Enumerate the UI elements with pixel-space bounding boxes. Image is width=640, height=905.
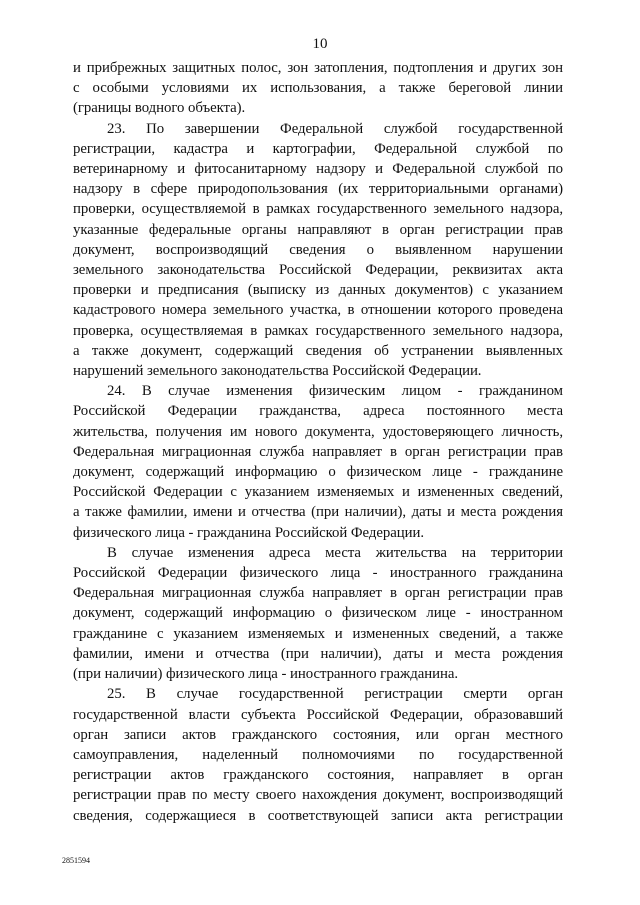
- text-line: а также фамилии, имени и отчества (при наличии), даты и места рождения: [73, 504, 563, 521]
- text-line: самоуправления, наделенный полномочиями по государственной: [73, 746, 563, 763]
- text-line: надзору в сфере природопользования (их территориальными органами): [73, 181, 563, 198]
- paragraph: [73, 381, 563, 543]
- text-line: 23. По завершении Федеральной службой государственной: [107, 120, 563, 137]
- text-line: а также документ, содержащий сведения об устранении выявленных: [73, 342, 563, 359]
- text-line: ветеринарному и фитосанитарному надзору и Федеральной службой по: [73, 161, 563, 178]
- text-line: регистрации, кадастра и картографии, Федеральной службой по: [73, 140, 563, 157]
- text-line: гражданине с указанием изменяемых и измененных сведений, а также: [73, 625, 563, 642]
- document-code: 2851594: [62, 856, 90, 865]
- text-line: 24. В случае изменения физическим лицом - гражданином: [107, 383, 563, 400]
- text-line: регистрации прав по месту своего нахождения документ, воспроизводящий: [73, 787, 563, 804]
- text-line: Федеральная миграционная служба направляет в орган регистрации прав: [73, 585, 563, 602]
- page-number: 10: [312, 36, 328, 52]
- document-body: [73, 58, 563, 826]
- text-line: документ, содержащий информацию о физическом лице - иностранном: [73, 605, 563, 622]
- text-line: Российской Федерации гражданства, адреса постоянного места: [73, 403, 563, 420]
- text-line: с особыми условиями их использования, а также береговой линии: [73, 80, 563, 97]
- text-line: Российской Федерации с указанием изменяемых и измененных сведений,: [73, 484, 563, 501]
- text-line: 25. В случае государственной регистрации смерти орган: [107, 686, 563, 703]
- paragraph: [73, 58, 563, 119]
- text-line: проверки и предписания (выписку из данных документов) с указанием: [73, 282, 563, 299]
- text-line: (границы водного объекта).: [73, 100, 246, 117]
- text-line: кадастрового номера земельного участка, в отношении которого проведена: [73, 302, 563, 319]
- text-line: жительства, получения им нового документа, удостоверяющего личность,: [73, 423, 563, 440]
- text-line: государственной власти субъекта Российской Федерации, образовавший: [73, 706, 563, 723]
- text-line: документ, содержащий информацию о физическом лице - гражданине: [73, 464, 563, 481]
- text-line: Федеральная миграционная служба направляет в орган регистрации прав: [73, 443, 563, 460]
- text-line: Российской Федерации физического лица - иностранного гражданина: [73, 565, 563, 582]
- text-line: (при наличии) физического лица - иностранного гражданина.: [73, 666, 458, 683]
- text-line: указанные федеральные органы направляют в орган регистрации прав: [73, 221, 563, 238]
- text-line: сведения, содержащиеся в соответствующей записи акта регистрации: [73, 807, 563, 824]
- text-line: орган записи актов гражданского состояния, или орган местного: [73, 726, 563, 743]
- text-line: физического лица - гражданина Российской Федерации.: [73, 524, 424, 541]
- text-line: проверки, осуществляемой в рамках государственного земельного надзора,: [73, 201, 563, 218]
- text-line: В случае изменения адреса места жительства на территории: [107, 544, 563, 561]
- text-line: документ, воспроизводящий сведения о выявленном нарушении: [73, 241, 563, 258]
- paragraph: [73, 543, 563, 684]
- text-line: нарушений земельного законодательства Российской Федерации.: [73, 363, 482, 380]
- paragraph: [73, 684, 563, 825]
- text-line: регистрации актов гражданского состояния, направляет в орган: [73, 767, 563, 784]
- text-line: фамилии, имени и отчества (при наличии), даты и места рождения: [73, 645, 563, 662]
- text-line: земельного законодательства Российской Федерации, реквизитах акта: [73, 262, 563, 279]
- paragraph: [73, 119, 563, 382]
- text-line: и прибрежных защитных полос, зон затопления, подтопления и других зон: [73, 60, 563, 76]
- text-line: проверка, осуществляемая в рамках государственного земельного надзора,: [73, 322, 563, 339]
